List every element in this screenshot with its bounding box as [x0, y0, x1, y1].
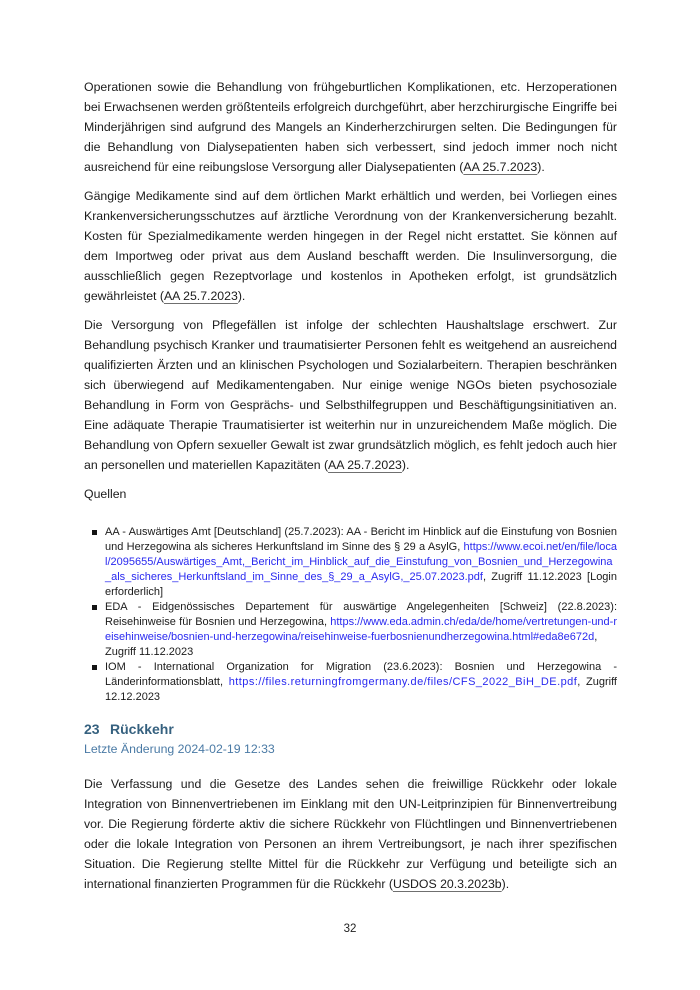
- source-entry-text: [105, 600, 617, 660]
- text-run: , Zugriff 11.12.2023: [105, 631, 598, 658]
- section-number: 23: [84, 721, 100, 737]
- text-run: AA - Auswärtiges Amt [Deutschland] (25.7.2023): AA - Bericht im Hinblick auf die Einstufung von Bosnien und Herzegowina als sicheres Herkunftsland im Sinne des § 29 a AsylG,: [105, 526, 617, 553]
- citation-link[interactable]: AA 25.7.2023: [163, 289, 238, 303]
- bullet-square-icon: [92, 605, 97, 610]
- citation-link[interactable]: USDOS 20.3.2023b: [392, 877, 502, 891]
- bullet-square-icon: [92, 530, 97, 535]
- paragraph: [84, 77, 617, 177]
- text-run: ).: [537, 160, 545, 174]
- last-change-timestamp: Letzte Änderung 2024-02-19 12:33: [84, 742, 275, 756]
- sources-heading: Quellen: [84, 487, 127, 501]
- paragraph: [84, 315, 617, 475]
- bullet-square-icon: [92, 665, 97, 670]
- text-run: IOM - International Organization for Migration (23.6.2023): Bosnien und Herzegowina - Länderinformationsblatt,: [105, 661, 617, 688]
- source-url-link[interactable]: https://www.eda.admin.ch/eda/de/home/vertretungen-und-reisehinweise/bosnien-und-herzegowina/reisehinweise-fuerbosnienundherzegowina.html#eda8e672d: [105, 616, 617, 643]
- text-run: ).: [237, 289, 246, 303]
- page-number: 32: [343, 923, 357, 935]
- source-entry-text: [105, 660, 617, 705]
- paragraph: [84, 774, 617, 894]
- paragraph: [84, 186, 617, 306]
- text-run: ).: [501, 877, 510, 891]
- source-url-link[interactable]: https://www.ecoi.net/en/file/local/2095655/Auswärtiges_Amt,_Bericht_im_Hinblick_auf_die_Einstufung_von_Bosnien_und_Herzegowina_als_sicheres_Herkunftsland_im_Sinne_des_§_29_a_AsylG,_25.07.2023.pdf: [105, 541, 617, 583]
- body-paragraphs: [84, 77, 617, 475]
- section-title: Rückkehr: [110, 721, 174, 737]
- sources-list: [84, 525, 617, 705]
- source-list-item: [84, 525, 617, 600]
- source-url-link[interactable]: https://files.returningfromgermany.de/files/CFS_2022_BiH_DE.pdf: [228, 676, 578, 688]
- page-content: [84, 0, 617, 903]
- text-run: Die Verfassung und die Gesetze des Landes sehen die freiwillige Rückkehr oder lokale Integration von Binnenvertriebenen im Einklang mit den UN-Leitprinzipien für Binnenvertreibung vor. Die Regierung förderte aktiv die sichere Rückkehr von Flüchtlingen und Binnenvertriebenen oder die lokale Integration von Personen an ihrem Vertreibungsort, je nach ihrer spezifischen Situation. Die Regierung stellte Mittel für die Rückkehr zur Verfügung und beteiligte sich an international finanzierten Programmen für die Rückkehr (: [84, 777, 617, 891]
- text-run: EDA - Eidgenössisches Departement für auswärtige Angelegenheiten [Schweiz] (22.8.2023): Reisehinweise für Bosnien und Herzegowina,: [105, 601, 617, 628]
- text-run: , Zugriff 11.12.2023 [Login erforderlich]: [105, 571, 617, 598]
- source-list-item: [84, 600, 617, 660]
- text-run: Gängige Medikamente sind auf dem örtlichen Markt erhältlich und werden, bei Vorliegen eines Krankenversicherungsschutzes auf ärztliche Verordnung von der Krankenversicherung bezahlt. Kosten für Spezialmedikamente werden hingegen in der Regel nicht erstattet. Sie können auf dem Importweg oder privat aus dem Ausland beschafft werden. Die Insulinversorgung, die ausschließlich gegen Rezeptvorlage und kostenlos in Apotheken erfolgt, ist grundsätzlich gewährleistet (: [84, 189, 617, 303]
- section-paragraphs: [84, 774, 617, 894]
- text-run: , Zugriff 12.12.2023: [105, 676, 617, 703]
- text-run: ).: [401, 458, 410, 472]
- source-entry-text: [105, 525, 617, 600]
- citation-link[interactable]: AA 25.7.2023: [328, 458, 402, 472]
- citation-link[interactable]: AA 25.7.2023: [463, 160, 538, 174]
- text-run: Die Versorgung von Pflegefällen ist infolge der schlechten Haushaltslage erschwert. Zur Behandlung psychisch Kranker und traumatisierter Personen fehlt es weitgehend an ausreichend qualifizierten Ärzten und an klinischen Psychologen und Sozialarbeitern. Therapien beschränken sich überwiegend auf Medikamentengaben. Nur einige wenige NGOs bieten psychosoziale Behandlung in Form von Gesprächs- und Selbsthilfegruppen und Beschäftigungsinitiativen an. Eine adäquate Therapie Traumatisierter ist weiterhin nur in unzureichendem Maße möglich. Die Behandlung von Opfern sexueller Gewalt ist zwar grundsätzlich möglich, es fehlt jedoch auch hier an personellen und materiellen Kapazitäten (: [84, 318, 617, 472]
- text-run: Operationen sowie die Behandlung von frühgeburtlichen Komplikationen, etc. Herzoperationen bei Erwachsenen werden größtenteils erfolgreich durchgeführt, aber herzchirurgische Eingriffe bei Minderjährigen sind aufgrund des Mangels an Kinderherzchirurgen selten. Die Bedingungen für die Behandlung von Dialysepatienten haben sich verbessert, sind jedoch immer noch nicht ausreichend für eine reibungslose Versorgung aller Dialysepatienten (: [84, 80, 617, 174]
- source-list-item: [84, 660, 617, 705]
- section-heading: [84, 721, 617, 738]
